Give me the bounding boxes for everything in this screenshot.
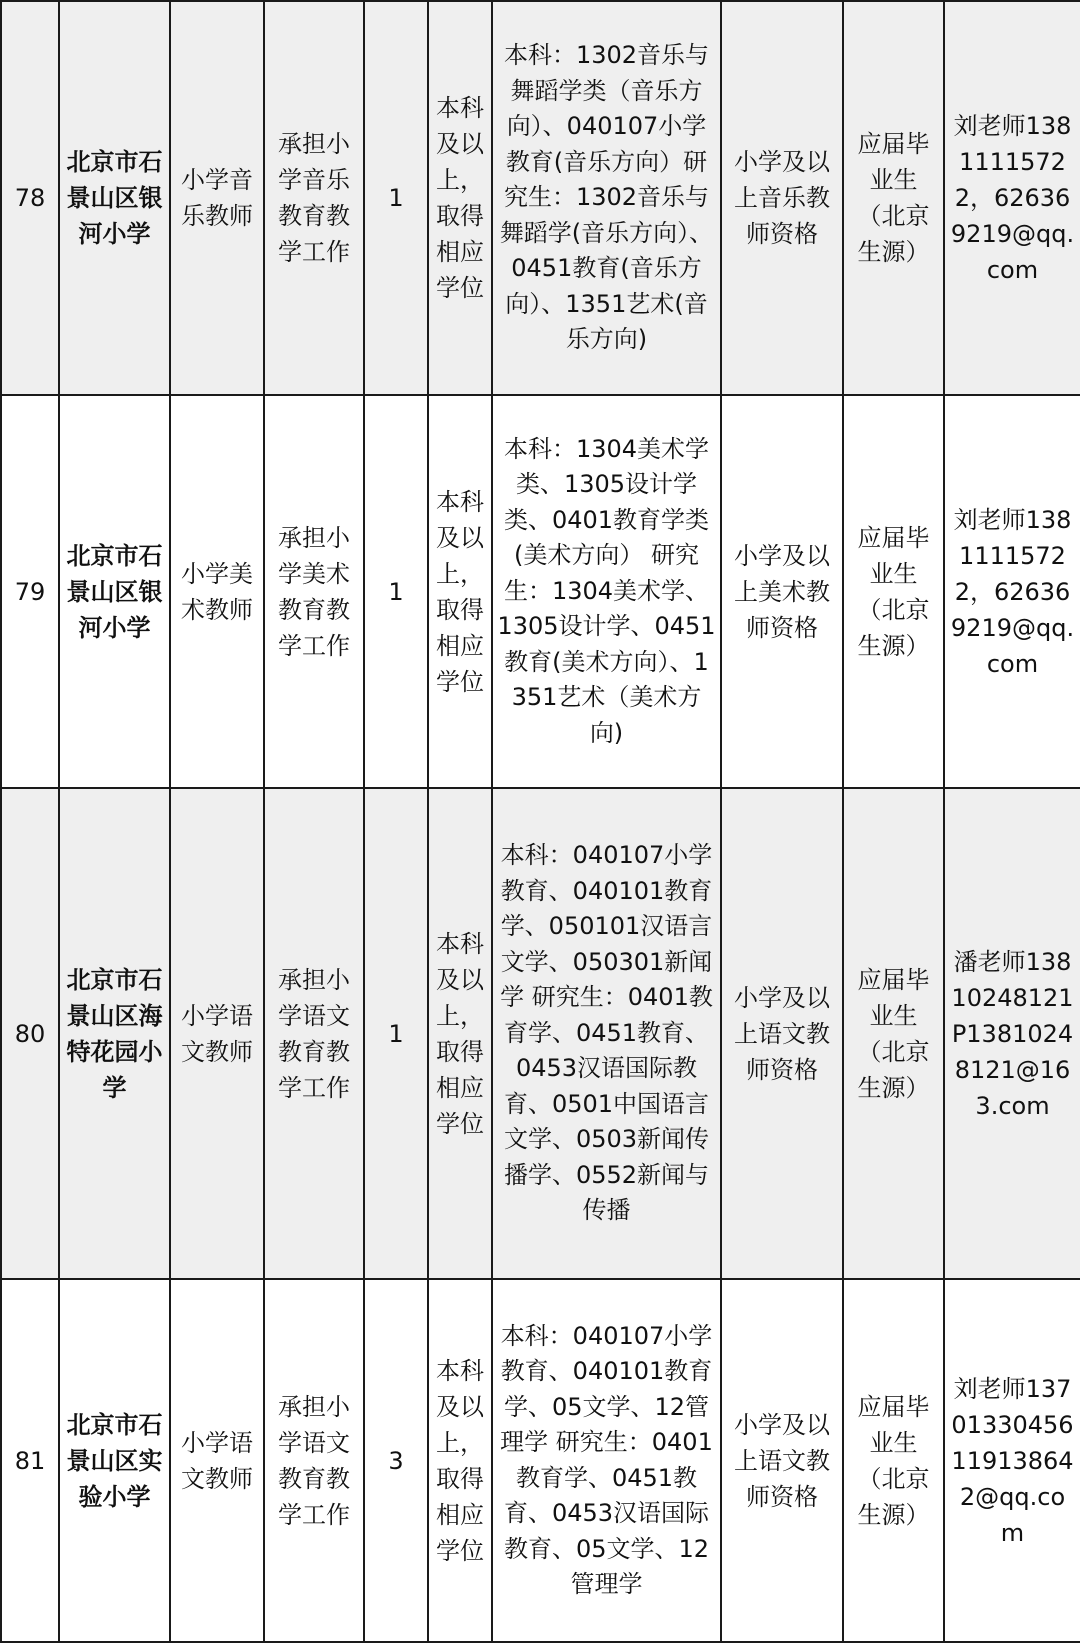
table-row (1, 395, 1080, 788)
position-title: 小学音乐教师 (170, 1, 264, 395)
major-requirement: 本科：1302音乐与舞蹈学类（音乐方向）、040107小学教育(音乐方向）研究生：1302音乐与舞蹈学(音乐方向）、0451教育(音乐方向）、1351艺术(音乐方向) (492, 1, 721, 395)
contact-info: 潘老师13810248121 P13810248121@163.com (944, 788, 1080, 1279)
row-number: 78 (1, 1, 59, 395)
position-title: 小学语文教师 (170, 1279, 264, 1642)
school-name: 北京市石景山区银河小学 (59, 1, 170, 395)
contact-info: 刘老师13701330456 119138642@qq.com (944, 1279, 1080, 1642)
major-requirement: 本科：040107小学教育、040101教育学、05文学、12管理学 研究生：0401教育学、0451教育、0453汉语国际教育、05文学、12管理学 (492, 1279, 721, 1642)
row-number: 81 (1, 1279, 59, 1642)
degree-requirement: 本科及以上，取得相应学位 (428, 1279, 492, 1642)
hire-count: 1 (364, 1, 428, 395)
position-title: 小学语文教师 (170, 788, 264, 1279)
major-requirement: 本科：040107小学教育、040101教育学、050101汉语言文学、050301新闻学 研究生：0401教育学、0451教育、0453汉语国际教育、0501中国语言文学、0503新闻传播学、0552新闻与传播 (492, 788, 721, 1279)
applicant-source: 应届毕业生（北京生源） (843, 1279, 944, 1642)
school-name: 北京市石景山区海特花园小学 (59, 788, 170, 1279)
contact-info: 刘老师13811115722，626369219@qq.com (944, 395, 1080, 788)
major-requirement: 本科：1304美术学类、1305设计学类、0401教育学类(美术方向） 研究生：1304美术学、1305设计学、0451教育(美术方向）、1351艺术（美术方向) (492, 395, 721, 788)
table-row (1, 1, 1080, 395)
teacher-qualification: 小学及以上语文教师资格 (721, 1279, 843, 1642)
hire-count: 1 (364, 395, 428, 788)
row-number: 80 (1, 788, 59, 1279)
hire-count: 3 (364, 1279, 428, 1642)
teacher-qualification: 小学及以上美术教师资格 (721, 395, 843, 788)
applicant-source: 应届毕业生（北京生源） (843, 395, 944, 788)
contact-info: 刘老师13811115722，626369219@qq.com (944, 1, 1080, 395)
hire-count: 1 (364, 788, 428, 1279)
school-name: 北京市石景山区银河小学 (59, 395, 170, 788)
degree-requirement: 本科及以上，取得相应学位 (428, 395, 492, 788)
job-duty: 承担小学美术教育教学工作 (264, 395, 364, 788)
teacher-qualification: 小学及以上语文教师资格 (721, 788, 843, 1279)
job-duty: 承担小学音乐教育教学工作 (264, 1, 364, 395)
applicant-source: 应届毕业生（北京生源） (843, 1, 944, 395)
applicant-source: 应届毕业生（北京生源） (843, 788, 944, 1279)
job-duty: 承担小学语文教育教学工作 (264, 1279, 364, 1642)
table-row (1, 1279, 1080, 1642)
position-title: 小学美术教师 (170, 395, 264, 788)
table-row (1, 788, 1080, 1279)
school-name: 北京市石景山区实验小学 (59, 1279, 170, 1642)
job-duty: 承担小学语文教育教学工作 (264, 788, 364, 1279)
row-number: 79 (1, 395, 59, 788)
degree-requirement: 本科及以上，取得相应学位 (428, 788, 492, 1279)
teacher-qualification: 小学及以上音乐教师资格 (721, 1, 843, 395)
degree-requirement: 本科及以上，取得相应学位 (428, 1, 492, 395)
